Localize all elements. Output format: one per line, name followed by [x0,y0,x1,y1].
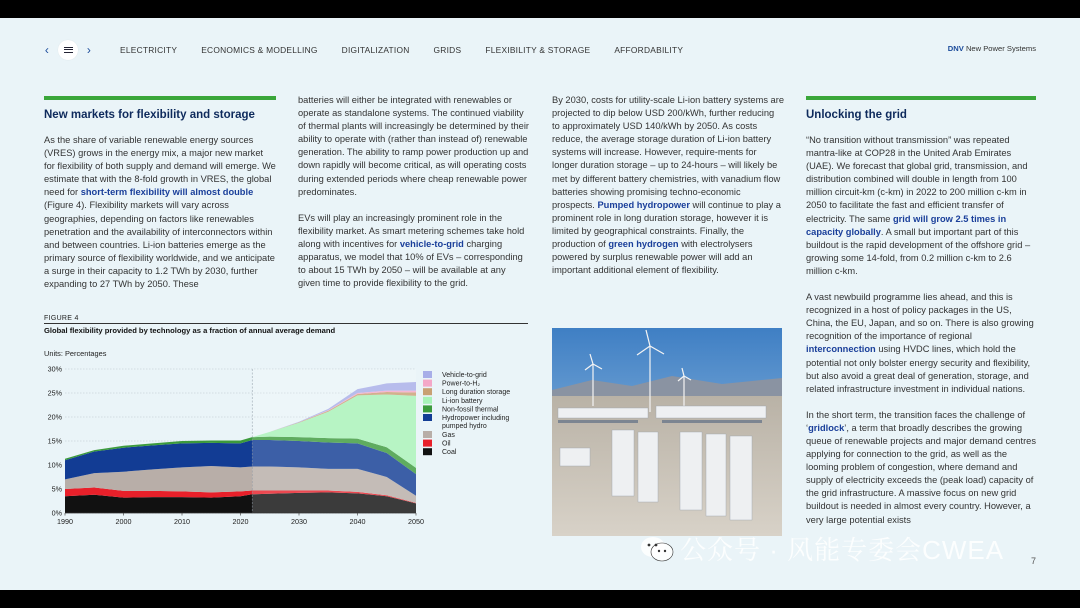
paragraph [806,409,1036,527]
legend-swatch [423,388,432,395]
column-unlocking-grid [806,96,1036,540]
x-tick-label: 2000 [115,517,132,526]
legend-swatch [423,431,432,438]
link-green-hydrogen[interactable]: green hydrogen [608,239,679,250]
forecast-overlay [252,369,416,513]
text: ’, a term that broadly describes the growing queue of renewable projects and major demand centres applying for connection to the grid, as well as the looming problem of congestion, where demand and supply of electricity exceeds the (peak load) capacity of the grid infrastructure. A massive focus on new grid buildout is needed in almost every country. However, a very large potential exists [806,422,1036,525]
text: with electrolysers powered by surplus renewable power will add an important additional element of flexibility. [552,239,753,276]
text: . A small but important part of this buildout is the rapid development of the offshore grid – growing some 14-fold, from 0.2 million c-km to 2.6 million c-km. [806,226,1031,276]
text: A vast newbuild programme lies ahead, and this is recognized in a host of policy packages in the US, China, the EU, Japan, and so on. There is also growing recognition of the importance of regional [806,292,1034,342]
brand-dnv: DNV [947,44,964,53]
y-tick-label: 10% [47,460,62,470]
x-tick-label: 2010 [174,517,190,526]
nav-item-flexibility-storage[interactable]: FLEXIBILITY & STORAGE [485,45,591,55]
nav-item-affordability[interactable]: AFFORDABILITY [614,45,684,55]
legend-swatch [423,397,432,404]
y-tick-label: 0% [51,508,62,518]
section-divider [806,96,1036,100]
legend-swatch [423,448,432,455]
x-tick-label: 2030 [291,517,307,526]
figure-4 [44,315,528,526]
legend-swatch [423,414,432,421]
page-number: 7 [1030,556,1036,566]
y-tick-label: 30% [47,364,62,374]
watermark-text: 公众号 · 风能专委会CWEA [680,535,1005,565]
wind-turbines-battery-storage-photo [552,328,782,536]
text: “No transition without transmission” was repeated mantra-like at COP28 in the United Arab Emirates (UAE). We forecast that global grid, transmission, and distribution combined will double in length from 100 million circuit-km (c-km) in 2022 to 200 million c-km in 2050 to facilitate the fast and efficient transfer of electricity. The same [806,135,1028,224]
legend-label: Vehicle-to-grid [442,372,487,379]
text: using HVDC lines, which hold the potential not only bolster energy security and flexibility, but also avoid a great deal of generation, storage, and related infrastructure investment in individual nations. [806,344,1031,394]
legend-swatch [423,440,432,447]
nav-item-electricity[interactable]: ELECTRICITY [120,45,178,55]
figure-units [44,349,528,358]
text: EVs will play an increasingly prominent role in the flexibility market. As smart metering schemes take hold along with incentives for [298,212,525,249]
figure-label: FIGURE 4 [44,315,79,322]
nav-item-digitalization[interactable]: DIGITALIZATION [341,45,410,55]
text: (Figure 4). Flexibility markets will vary across geographies, depending on factors like renewables penetration and the availability of interconnectors within and between countries. Li-ion batteries emerge as the primary source of flexibility worldwide, and we anticipate a surge in their capacity to 1.2 TWh by 2030, further expanding to 27 TWh by 2050. These [44,200,275,290]
column-flexibility-markets [44,96,276,304]
brand-rest: New Power Systems [963,44,1036,53]
link-interconnection[interactable]: interconnection [806,344,876,355]
legend-label: Power-to-H₂ [442,380,481,388]
paragraph [806,291,1036,396]
section-heading-unlocking-grid: Unlocking the grid [806,109,907,121]
text: charging apparatus, we model that 10% of EVs – corresponding to about 15 TWh by 2050 – will be available at any given time to provide flexibility to the grid. [298,238,523,289]
legend-label: Hydropower including [442,415,510,422]
legend-label: Coal [442,449,457,457]
column-3 [552,94,784,290]
next-arrow-icon[interactable]: › [86,43,92,57]
stacked-area-chart [44,363,528,528]
top-navigation [40,40,1036,60]
figure-title: Global flexibility provided by technology as a fraction of annual average demand [44,323,528,335]
text: As the share of variable renewable energy sources (VRES) grows in the energy mix, a major new market for flexibility of both supply and demand will emerge. We estimate that with the 8-fold growth in VRES, the global need for [44,135,276,198]
y-tick-label: 25% [47,388,62,398]
brand-label [948,44,1036,53]
legend-label: Gas [442,432,455,439]
y-tick-label: 20% [47,412,62,422]
paragraph [806,134,1036,278]
x-tick-label: 2040 [349,517,366,526]
link-gridlock[interactable]: gridlock [808,422,845,433]
legend-label: Long duration storage [442,389,511,397]
legend-swatch [423,371,432,378]
text: In the short term, the transition faces the challenge of ‘ [806,409,1026,433]
x-tick-label: 2050 [408,517,424,526]
units-value: Percentages [64,349,107,358]
paragraph [44,134,276,291]
legend-label: pumped hydro [442,423,487,430]
legend-label: Oil [442,440,451,448]
legend-swatch [423,380,432,387]
hamburger-icon [64,47,73,53]
x-tick-label: 1990 [57,517,73,526]
paragraph: batteries will either be integrated with renewables or operate as standalone systems. The continued viability of thermal plants will increasingly be determined by their ability to operate with (rather than instead of) renewable generation. The ability to ramp power production up and down rapidly will become critical, as will operating costs during extended periods where cheap renewable power predominates. [298,95,529,197]
y-tick-label: 5% [51,484,62,494]
text: By 2030, costs for utility-scale Li-ion battery systems are projected to dip below USD 200/kWh, further reducing to approximately USD 140/kWh by 2050. As costs reduce, the average storage duration of Li-ion battery systems will increase. However, require-ments for longer duration storage – up to 24-hours – will likely be met by different battery chemistries, with vanadium flow batteries showing promising techno-economic prospects. [552,95,784,210]
link-pumped-hydropower[interactable]: Pumped hydropower [597,199,690,210]
watermark [640,530,1004,567]
wechat-icon [640,535,674,563]
legend-swatch [423,405,432,412]
link-grid-capacity[interactable]: grid will grow 2.5 times in capacity globally [806,213,1007,237]
paragraph [298,212,530,291]
nav-item-economics-modelling[interactable]: ECONOMICS & MODELLING [201,45,318,55]
text: will continue to play a prominent role in long duration storage, however it is limited by geographical constraints. Finally, the production of [552,199,781,250]
report-page [0,18,1080,590]
link-vehicle-to-grid[interactable]: vehicle-to-grid [399,238,464,249]
menu-button[interactable] [58,40,78,60]
y-tick-label: 15% [47,436,62,446]
legend-label: Li-ion battery [442,397,483,405]
paragraph [552,94,784,277]
column-2 [298,94,530,303]
legend-label: Non-fossil thermal [442,406,499,414]
link-short-term-flexibility[interactable]: short-term flexibility will almost double [80,187,254,198]
prev-arrow-icon[interactable]: ‹ [44,43,50,57]
section-divider [44,96,276,100]
units-prefix: Units: [44,349,65,358]
section-heading-flexibility: New markets for flexibility and storage [44,109,255,121]
x-tick-label: 2020 [232,517,249,526]
nav-item-grids[interactable]: GRIDS [433,45,462,55]
